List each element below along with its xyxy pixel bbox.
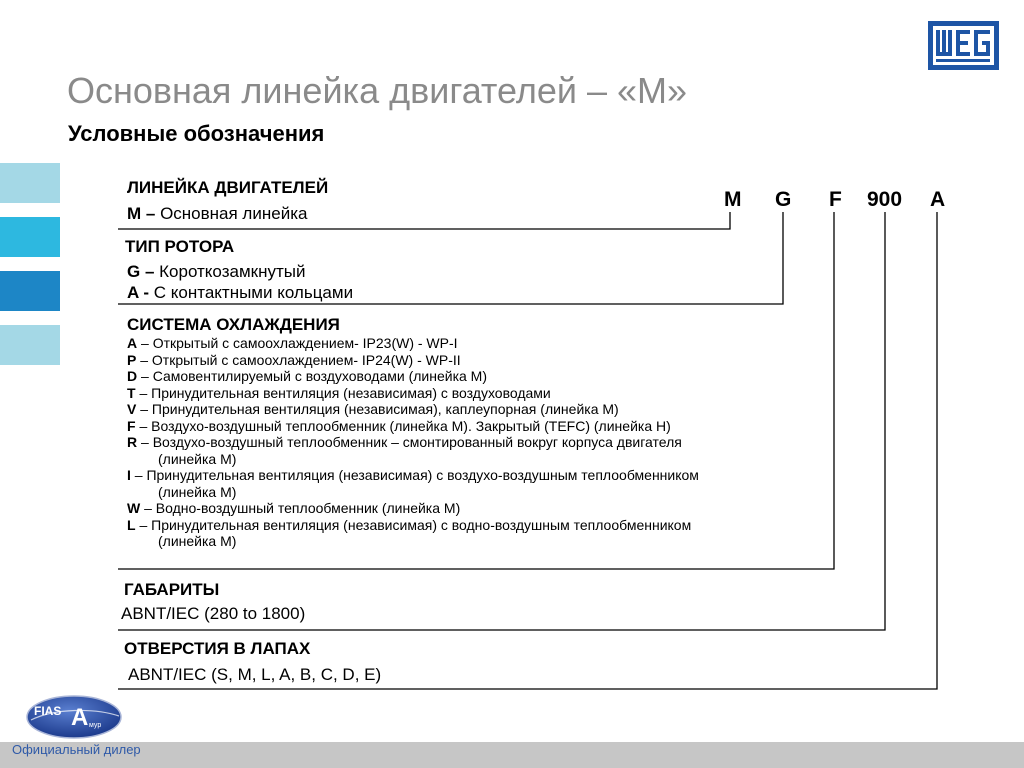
list-item: P – Открытый с самоохлаждением- IP24(W) - WP-II: [127, 351, 461, 368]
code-part-f: F: [829, 188, 842, 211]
section-frame-text: ABNT/IEC (280 to 1800): [121, 604, 306, 623]
section-line-heading: ЛИНЕЙКА ДВИГАТЕЛЕЙ: [127, 178, 329, 197]
list-item: R – Воздухо-воздушный теплообменник – смонтированный вокруг корпуса двигателя: [127, 434, 682, 450]
fias-small: мур: [89, 722, 102, 729]
section-line-item: [127, 204, 307, 224]
list-item: F – Воздухо-воздушный теплообменник (линейка М). Закрытый (TEFC) (линейка Н): [127, 417, 671, 434]
code-part-m: M: [724, 188, 742, 211]
fias-text: FIAS: [34, 704, 62, 718]
list-item-continuation: (линейка М): [158, 533, 237, 549]
list-item-continuation: (линейка М): [158, 450, 237, 467]
code-part-g: G: [775, 188, 792, 211]
item-text: Основная линейка: [155, 204, 308, 223]
list-item: W – Водно-воздушный теплообменник (линейка М): [127, 500, 461, 516]
section-rotor-item: [127, 283, 353, 303]
list-item: I – Принудительная вентиляция (независимая) с воздухо-воздушным теплообменником: [127, 467, 699, 483]
section-frame-heading: ГАБАРИТЫ: [124, 580, 220, 599]
section-cooling-heading: СИСТЕМА ОХЛАЖДЕНИЯ: [127, 315, 340, 334]
list-item: A – Открытый с самоохлаждением- IP23(W) - WP-I: [127, 335, 458, 351]
footer-bar: [0, 742, 1024, 768]
section-feet-text: ABNT/IEC (S, M, L, A, B, C, D, E): [128, 665, 382, 684]
list-item: D – Самовентилируемый с воздуховодами (линейка М): [127, 368, 488, 384]
item-text: С контактными кольцами: [149, 283, 354, 302]
section-feet-heading: ОТВЕРСТИЯ В ЛАПАХ: [124, 639, 311, 658]
list-item-continuation: (линейка М): [158, 483, 237, 500]
item-key: G –: [127, 262, 155, 281]
page-title: Основная линейка двигателей – «М»: [67, 70, 688, 111]
section-rotor-heading: ТИП РОТОРА: [125, 237, 235, 256]
fias-amur-logo: [25, 694, 123, 740]
cooling-list: [127, 335, 699, 550]
code-part-a: A: [930, 188, 946, 211]
list-item: T – Принудительная вентиляция (независимая) с воздуховодами: [127, 384, 551, 401]
section-rotor-item: [127, 262, 305, 282]
item-key: A -: [127, 283, 150, 302]
list-item: L – Принудительная вентиляция (независимая) с водно-воздушным теплообменником: [127, 516, 692, 533]
fias-letter: A: [71, 704, 89, 731]
item-key: M –: [127, 204, 156, 223]
item-text: Короткозамкнутый: [154, 262, 306, 281]
page-subtitle: Условные обозначения: [68, 121, 325, 146]
list-item: V – Принудительная вентиляция (независимая), каплеупорная (линейка М): [127, 401, 619, 417]
code-part-frame: 900: [867, 188, 903, 211]
dealer-label: Официальный дилер: [12, 742, 141, 757]
